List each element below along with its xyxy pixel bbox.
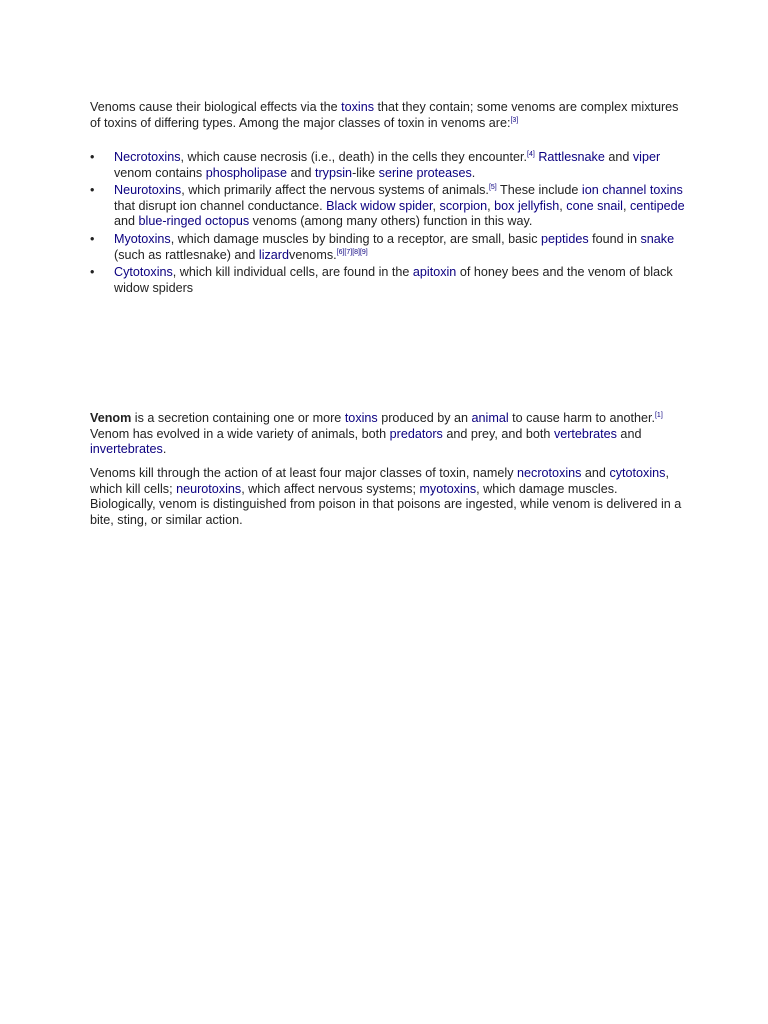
list-item-neurotoxins — [90, 183, 686, 230]
classes-paragraph — [90, 466, 686, 528]
link-trypsin[interactable]: trypsin — [314, 165, 353, 180]
link-toxins-2[interactable]: toxins — [344, 411, 378, 425]
term-venom: Venom — [90, 411, 132, 425]
link-serine-proteases[interactable]: serine proteases — [378, 165, 472, 180]
link-apitoxin[interactable]: apitoxin — [412, 265, 457, 280]
text: produced by an — [377, 411, 472, 425]
text: , which kill cells; — [90, 466, 669, 496]
text: that disrupt ion channel conductance. — [114, 198, 327, 213]
text: , which kill individual cells, are found in the — [172, 265, 413, 280]
definition-paragraph — [90, 411, 686, 458]
text: and prey, and both — [442, 426, 554, 441]
link-animal[interactable]: animal — [471, 411, 509, 425]
text: Venom has evolved in a wide variety of animals, both — [90, 426, 390, 441]
ref-3[interactable]: [3] — [510, 116, 519, 124]
ref-6-9[interactable]: [6][7][8][9] — [336, 248, 368, 256]
toxin-class-list — [90, 150, 686, 298]
text: , which cause necrosis (i.e., death) in the cells they encounter. — [180, 150, 528, 164]
link-scorpion[interactable]: scorpion — [439, 198, 488, 213]
text: and — [581, 466, 610, 480]
text: , which affect nervous systems; — [241, 481, 420, 496]
ref-5[interactable]: [5] — [488, 184, 497, 191]
link-vertebrates[interactable]: vertebrates — [553, 426, 617, 441]
text: Venoms cause their biological effects via the — [90, 100, 342, 114]
text: is a secretion containing one or more — [131, 411, 345, 425]
text: , which damage muscles by binding to a receptor, are small, basic — [170, 231, 542, 246]
link-cytotoxins[interactable]: Cytotoxins — [114, 265, 173, 280]
link-black-widow-spider[interactable]: Black widow spider — [326, 198, 433, 213]
link-cytotoxins-2[interactable]: cytotoxins — [609, 466, 666, 480]
text: and — [616, 426, 642, 441]
link-viper[interactable]: viper — [632, 150, 661, 164]
text: Venoms kill through the action of at least four major classes of toxin, namely — [90, 466, 518, 480]
link-rattlesnake[interactable]: Rattlesnake — [538, 150, 605, 164]
text: These include — [496, 183, 582, 198]
text: and — [604, 150, 633, 164]
text: that they contain; some venoms are complex mixtures of toxins of differing types. Among the major classes of toxin in venoms are: — [90, 100, 679, 130]
link-centipede[interactable]: centipede — [629, 198, 685, 213]
text: . — [471, 165, 476, 180]
text: , which damage muscles. Biologically, venom is distinguished from poison in that poisons are ingested, while venom is delivered in a bite, sting, or similar action. — [90, 481, 682, 527]
link-ion-channel-toxins[interactable]: ion channel toxins — [581, 183, 683, 198]
link-toxins[interactable]: toxins — [341, 100, 374, 114]
link-phospholipase[interactable]: phospholipase — [205, 165, 287, 180]
text: . — [162, 442, 167, 457]
text: and — [286, 165, 315, 180]
link-myotoxins[interactable]: Myotoxins — [114, 231, 171, 246]
text: , — [487, 198, 495, 213]
text: , — [432, 198, 440, 213]
text: venom contains — [114, 165, 206, 180]
text: (such as rattlesnake) and — [114, 247, 259, 262]
link-myotoxins-2[interactable]: myotoxins — [419, 481, 477, 496]
link-predators[interactable]: predators — [389, 426, 443, 441]
link-lizard[interactable]: lizard — [258, 247, 290, 262]
link-necrotoxins[interactable]: Necrotoxins — [114, 150, 181, 164]
link-snake[interactable]: snake — [640, 231, 675, 246]
text: , — [622, 198, 630, 213]
link-box-jellyfish[interactable]: box jellyfish — [494, 198, 560, 213]
link-necrotoxins-2[interactable]: necrotoxins — [517, 466, 582, 480]
text: venoms (among many others) function in this way. — [249, 214, 533, 229]
link-neurotoxins[interactable]: Neurotoxins — [114, 183, 182, 198]
link-blue-ringed-octopus[interactable]: blue-ringed octopus — [138, 214, 250, 229]
text: to cause harm to another. — [508, 411, 655, 425]
ref-1[interactable]: [1] — [654, 411, 663, 419]
link-cone-snail[interactable]: cone snail — [566, 198, 623, 213]
text: venoms. — [289, 247, 337, 262]
link-peptides[interactable]: peptides — [541, 231, 589, 246]
list-item-cytotoxins — [90, 265, 686, 296]
list-item-necrotoxins — [90, 150, 686, 181]
text: -like — [352, 165, 379, 180]
list-item-myotoxins — [90, 232, 686, 263]
ref-4[interactable]: [4] — [527, 150, 535, 158]
intro-paragraph — [90, 100, 686, 131]
text: , which primarily affect the nervous systems of animals. — [181, 183, 489, 198]
text: of honey bees and the venom of black widow spiders — [114, 265, 673, 295]
text: , — [559, 198, 567, 213]
link-invertebrates[interactable]: invertebrates — [90, 442, 163, 457]
link-neurotoxins-2[interactable]: neurotoxins — [176, 481, 242, 496]
text: found in — [588, 231, 641, 246]
text: and — [114, 214, 139, 229]
